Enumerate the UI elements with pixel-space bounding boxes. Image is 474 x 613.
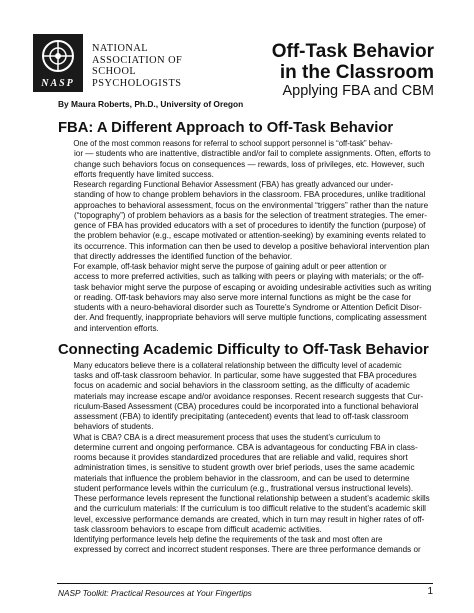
text-line: level, excessive performance demands are created, which in turn may result in higher rates of off- — [74, 514, 425, 524]
text-line: riculum-Based Assessment (CBA) procedures could be incorporated into a functional behavioral — [74, 401, 419, 411]
footer-divider — [57, 583, 433, 584]
text-line: These performance levels represent the functional relationship between a student’s academic skills — [74, 494, 430, 503]
text-line: determine current and ongoing performance. CBA is advantageous for conducting FBA in class- — [74, 442, 418, 452]
text-line: task behavior might serve the purpose of escaping or avoiding undesirable activities such as writing — [74, 282, 432, 292]
body-paragraph — [58, 361, 431, 433]
text-line: materials may increase escape and/or avoidance responses. Recent research suggests that Cur- — [74, 391, 424, 401]
org-line: ASSOCIATION OF — [92, 54, 183, 66]
body-paragraph — [58, 139, 431, 180]
text-line: or reading. Off-task behaviors may also serve more internal functions as might be the case for — [74, 292, 412, 302]
organization-name — [92, 43, 182, 90]
text-line: (“topography”) of problem behaviors as a basis for the selection of treatment strategies. The emer- — [74, 210, 428, 220]
body-paragraph — [58, 535, 431, 556]
text-line: What is CBA? CBA is a direct measurement process that uses the student’s curriculum to — [73, 432, 381, 442]
org-line: SCHOOL — [92, 66, 137, 78]
text-line: standing of how to change problem behaviors in the classroom. FBA procedures, unlike traditional — [74, 190, 426, 200]
text-line: tasks and off-task classroom behavior. In particular, some have suggested that FBA procedures — [74, 371, 417, 380]
body-paragraph — [58, 433, 431, 536]
nasp-logo-icon — [33, 34, 83, 92]
section-heading-connecting: Connecting Academic Difficulty to Off-Task Behavior — [58, 341, 429, 358]
author-byline: By Maura Roberts, Ph.D., University of Oregon — [58, 99, 244, 109]
text-line: Many educators believe there is a collateral relationship between the difficulty level of academic — [73, 360, 402, 370]
page-subtitle: Applying FBA and CBM — [282, 83, 434, 99]
text-line: gence of FBA has provided educators with a set of procedures to identify the function (purpose) of — [74, 221, 426, 230]
text-line: that directly addresses the identified function of the behavior. — [74, 251, 293, 261]
page-number: 1 — [427, 586, 433, 597]
text-line: the problem behavior (e.g., escape motivated or attention-seeking) by examining events related to — [74, 231, 426, 241]
section-fba-body — [58, 139, 431, 334]
footer-text: NASP Toolkit: Practical Resources at Your Fingertips — [58, 588, 252, 598]
text-line: materials that influence the problem behavior in the classroom, and can be used to determine — [74, 473, 410, 483]
section-heading-fba: FBA: A Different Approach to Off-Task Behavior — [58, 120, 394, 136]
logo-text: NASP — [41, 78, 75, 89]
text-line: focus on academic and social behaviors in the classroom setting, as the difficulty of academic — [74, 381, 410, 391]
body-paragraph — [58, 262, 431, 334]
text-line: task classroom behaviors to escape from difficult academic activities. — [74, 524, 322, 534]
text-line: its occurrence. This information can then be used to develop a positive behavioral intervention plan — [74, 241, 430, 251]
text-line: approaches to behavioral assessment, focus on the environmental “triggers” rather than the nature — [74, 200, 429, 210]
text-line: Identifying performance levels help define the requirements of the task and most often are — [73, 535, 383, 544]
title-block — [272, 41, 434, 100]
text-line: student performance levels within the curriculum (e.g., frustrational versus instructional levels). — [74, 483, 414, 493]
page-title-line1: Off-Task Behavior — [271, 41, 434, 62]
org-line: PSYCHOLOGISTS — [92, 78, 182, 90]
text-line: and intervention efforts. — [74, 323, 159, 333]
text-line: Research regarding Functional Behavior Assessment (FBA) has greatly advanced our under- — [73, 180, 394, 189]
text-line: change such behaviors focus on consequences — rewards, loss of privileges, etc. However, such — [74, 159, 425, 169]
text-line: efforts frequently have limited success. — [74, 169, 214, 179]
text-line: expressed by correct and incorrect student responses. There are three performance demands or — [74, 545, 421, 555]
body-paragraph — [58, 180, 431, 262]
text-line: administration times, is sensitive to student growth over brief periods, uses the same academic — [74, 463, 415, 473]
text-line: rooms because it provides standardized procedures that are reliable and valid, requires short — [74, 453, 408, 462]
article-body — [58, 119, 431, 556]
text-line: ior — students who are inattentive, distractible and/or fail to complete assignments. Often, efforts to — [74, 149, 431, 159]
text-line: access to more preferred activities, such as talking with peers or playing with materials; or the off- — [74, 272, 424, 282]
text-line: students with a neuro-behavioral disorder such as Tourette’s Syndrome or Attention Deficit Disor- — [74, 303, 422, 312]
text-line: assessment (FBA) to identify precipitating (antecedent) events that lead to off-task classroom — [74, 412, 409, 421]
text-line: For example, off-task behavior might serve the purpose of gaining adult or peer attention or — [73, 262, 387, 271]
text-line: der. And frequently, inappropriate behaviors will serve multiple functions, complicating assessment — [74, 313, 427, 323]
page-title-line2: in the Classroom — [279, 62, 434, 83]
text-line: behaviors of students. — [74, 422, 154, 432]
org-line: NATIONAL — [92, 43, 149, 54]
text-line: One of the most common reasons for referral to school support personnel is “off-task” behav- — [73, 139, 393, 148]
text-line: and the curriculum materials: If the curriculum is too difficult relative to the student’s academic skill — [74, 504, 426, 514]
section-connecting-body — [58, 361, 431, 556]
